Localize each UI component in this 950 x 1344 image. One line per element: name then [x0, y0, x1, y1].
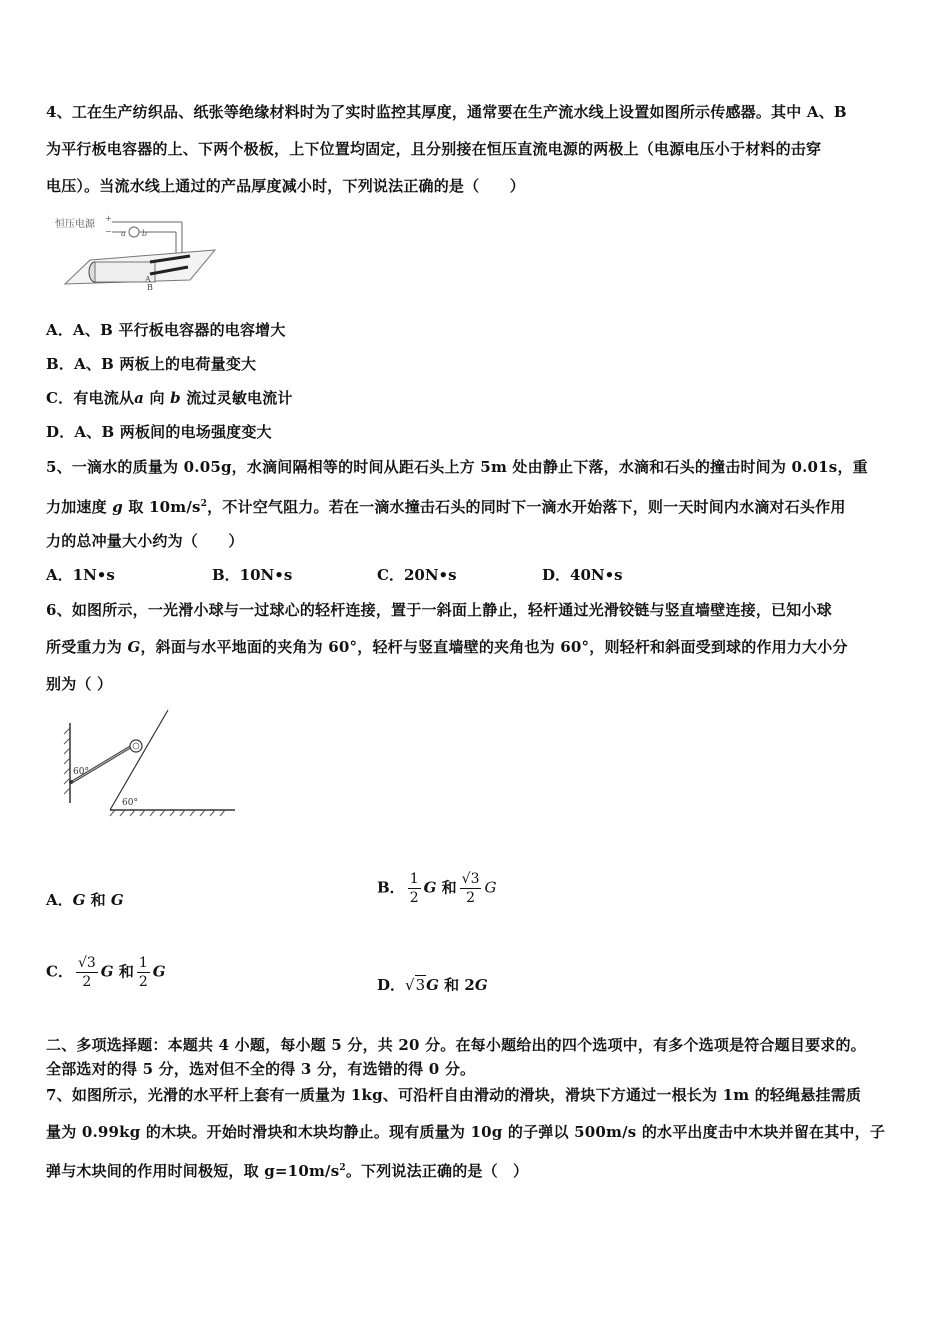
q6-option-d: D．√3G 和 2G: [377, 976, 488, 994]
angle-label-incline: 60°: [122, 798, 138, 808]
q6-option-b: B． $\frac{1}{2}$ G 和 $\frac{√3}{2}$ G: [377, 871, 497, 906]
section2-line-2: 全部选对的得 5 分，选对但不全的得 3 分，有选错的得 0 分。: [46, 1060, 476, 1078]
q4-option-a: A．A、B 平行板电容器的电容增大: [46, 321, 286, 339]
q5-line-3: 力的总冲量大小约为（ ）: [46, 532, 244, 550]
q6-line-1: 6、如图所示，一光滑小球与一过球心的轻杆连接，置于一斜面上静止，轻杆通过光滑铰链与竖直墙壁连接，已知小球: [46, 601, 832, 619]
q5-option-c: C．20N•s: [377, 566, 457, 584]
incline-figure: [60, 708, 240, 818]
plate-b-label: B: [147, 283, 153, 292]
q6-line-2: 所受重力为 G，斜面与水平地面的夹角为 60°，轻杆与竖直墙壁的夹角也为 60°，则轻杆和斜面受到球的作用力大小分: [46, 638, 848, 656]
terminal-a-label: a: [121, 229, 126, 238]
sensor-figure: [50, 212, 220, 292]
svg-text:−: −: [105, 227, 112, 236]
plate-a-label: A: [145, 275, 151, 284]
q4-option-c: C．有电流从a 向 b 流过灵敏电流计: [46, 389, 293, 407]
section2-line-1: 二、多项选择题：本题共 4 小题，每小题 5 分，共 20 分。在每小题给出的四个选项中，有多个选项是符合题目要求的。: [46, 1036, 866, 1054]
q7-line-1: 7、如图所示，光滑的水平杆上套有一质量为 1kg、可沿杆自由滑动的滑块，滑块下方通过一根长为 1m 的轻绳悬挂需质: [46, 1086, 862, 1104]
svg-text:+: +: [105, 214, 112, 223]
q4-option-b: B．A、B 两板上的电荷量变大: [46, 355, 257, 373]
q5-line-1: 5、一滴水的质量为 0.05g，水滴间隔相等的时间从距石头上方 5m 处由静止下落，水滴和石头的撞击时间为 0.01s，重: [46, 458, 868, 476]
q5-option-a: A．1N•s: [46, 566, 115, 584]
q4-line-3: 电压）。当流水线上通过的产品厚度减小时，下列说法正确的是（ ）: [46, 177, 525, 195]
q5-line-2: 力加速度 g 取 $10m/s^2$，不计空气阻力。若在一滴水撞击石头的同时下一滴水开始落下，则一天时间内水滴对石头作用: [46, 498, 846, 516]
terminal-b-label: b: [142, 229, 148, 238]
q5-option-d: D．40N•s: [542, 566, 623, 584]
q7-line-2: 量为 0.99kg 的木块。开始时滑块和木块均静止。现有质量为 10g 的子弹以 500m/s 的水平出度击中木块并留在其中，子: [46, 1123, 886, 1141]
q6-option-a: A．G 和 G: [46, 891, 124, 909]
power-supply-label: 恒压电源: [55, 219, 95, 230]
angle-label-wall: 60°: [73, 767, 89, 777]
q5-option-b: B．10N•s: [212, 566, 293, 584]
q4-line-2: 为平行板电容器的上、下两个极板，上下位置均固定，且分别接在恒压直流电源的两极上（电源电压小于材料的击穿: [46, 140, 822, 158]
q7-line-3: 弹与木块间的作用时间极短，取 $g=10m/s^2$。下列说法正确的是（ ）: [46, 1162, 529, 1180]
q6-option-c: C． $\frac{√3}{2}$ G 和 $\frac{1}{2}$ G: [46, 955, 166, 990]
q4-line-1: 4、工在生产纺织品、纸张等绝缘材料时为了实时监控其厚度，通常要在生产流水线上设置如图所示传感器。其中 A、B: [46, 103, 847, 121]
q4-option-d: D．A、B 两板间的电场强度变大: [46, 423, 272, 441]
q6-line-3: 别为（ ）: [46, 675, 113, 693]
